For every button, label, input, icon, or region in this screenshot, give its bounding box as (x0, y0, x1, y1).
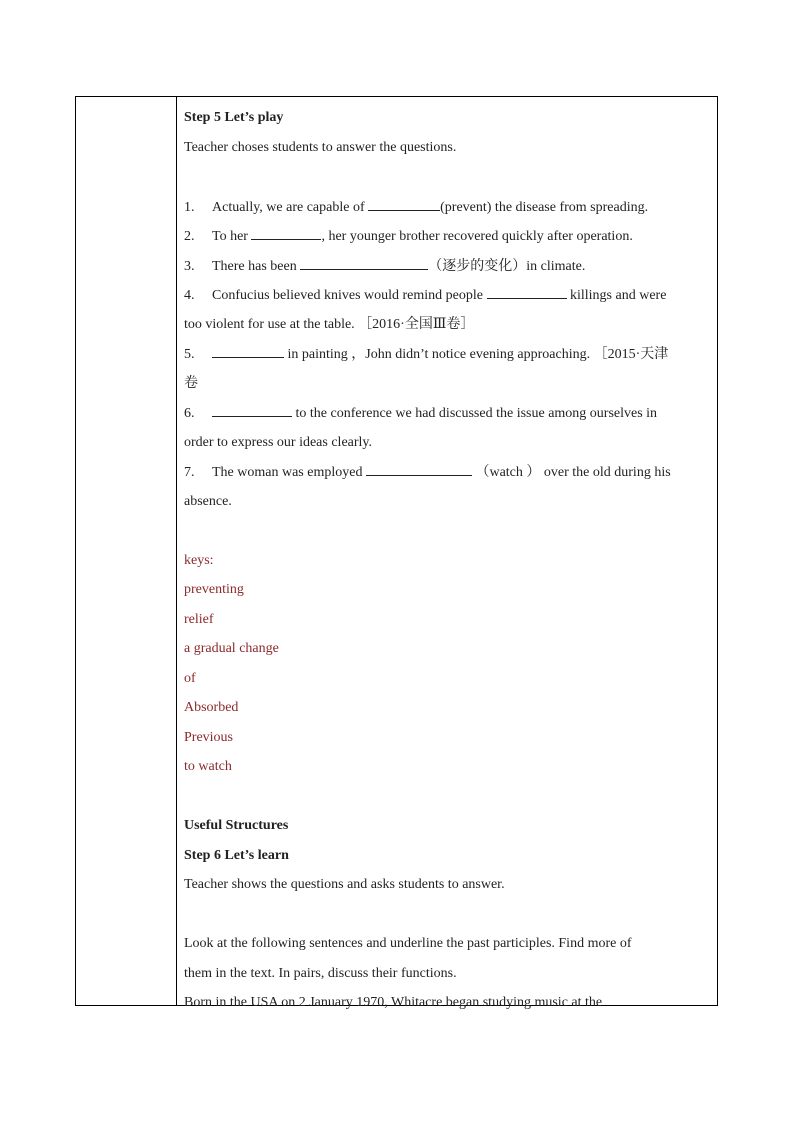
answer-blank[interactable] (366, 461, 472, 476)
question-1: 1. Actually, we are capable of (prevent) the disease from spreading. (184, 196, 710, 226)
key-answer: to watch (184, 759, 232, 774)
step6-paragraph-line: Born in the USA on 2 January 1970, Whitacre began studying music at the (184, 995, 603, 1010)
answer-blank[interactable] (212, 402, 292, 417)
question-6: 6. to the conference we had discussed the issue among ourselves in (184, 402, 710, 432)
column-divider (176, 97, 177, 1005)
step6-title: Step 6 Let’s learn (184, 847, 289, 863)
question-4-cont: too violent for use at the table. ［2016·全国Ⅲ卷］ (184, 316, 475, 332)
step5-intro: Teacher choses students to answer the questions. (184, 139, 457, 155)
answer-blank[interactable] (368, 196, 440, 211)
step6-paragraph-line: Look at the following sentences and underline the past participles. Find more of (184, 936, 632, 951)
spacer (184, 166, 710, 196)
question-5-cont: 卷 (184, 375, 198, 391)
question-5: 5. in painting ，John didn’t notice evening approaching. ［2015·天津 (184, 343, 710, 373)
question-7: 7. The woman was employed （watch ） over the old during his (184, 461, 710, 491)
spacer (184, 786, 710, 816)
question-4: 4. Confucius believed knives would remind people killings and were (184, 284, 710, 314)
key-answer: relief (184, 611, 214, 627)
spacer (184, 904, 710, 934)
question-3: 3. There has been （逐步的变化）in climate. (184, 255, 710, 285)
step5-title: Step 5 Let’s play (184, 110, 284, 125)
key-answer: preventing (184, 582, 244, 597)
keys-label: keys: (184, 552, 214, 568)
lesson-table (75, 96, 718, 1010)
question-2: 2. To her , her younger brother recovered quickly after operation. (184, 225, 710, 255)
step6-paragraph-line: them in the text. In pairs, discuss their functions. (184, 965, 457, 981)
answer-blank[interactable] (251, 225, 321, 240)
useful-structures-title: Useful Structures (184, 818, 289, 833)
spacer (184, 520, 710, 550)
content-cell (184, 107, 710, 1022)
key-answer: Absorbed (184, 700, 239, 715)
question-6-cont: order to express our ideas clearly. (184, 434, 373, 450)
key-answer: of (184, 670, 196, 686)
answer-blank[interactable] (212, 343, 284, 358)
question-7-cont: absence. (184, 493, 232, 509)
answer-blank[interactable] (300, 255, 428, 270)
key-answer: Previous (184, 729, 233, 745)
step6-intro: Teacher shows the questions and asks students to answer. (184, 877, 505, 892)
key-answer: a gradual change (184, 641, 279, 656)
answer-blank[interactable] (487, 284, 567, 299)
